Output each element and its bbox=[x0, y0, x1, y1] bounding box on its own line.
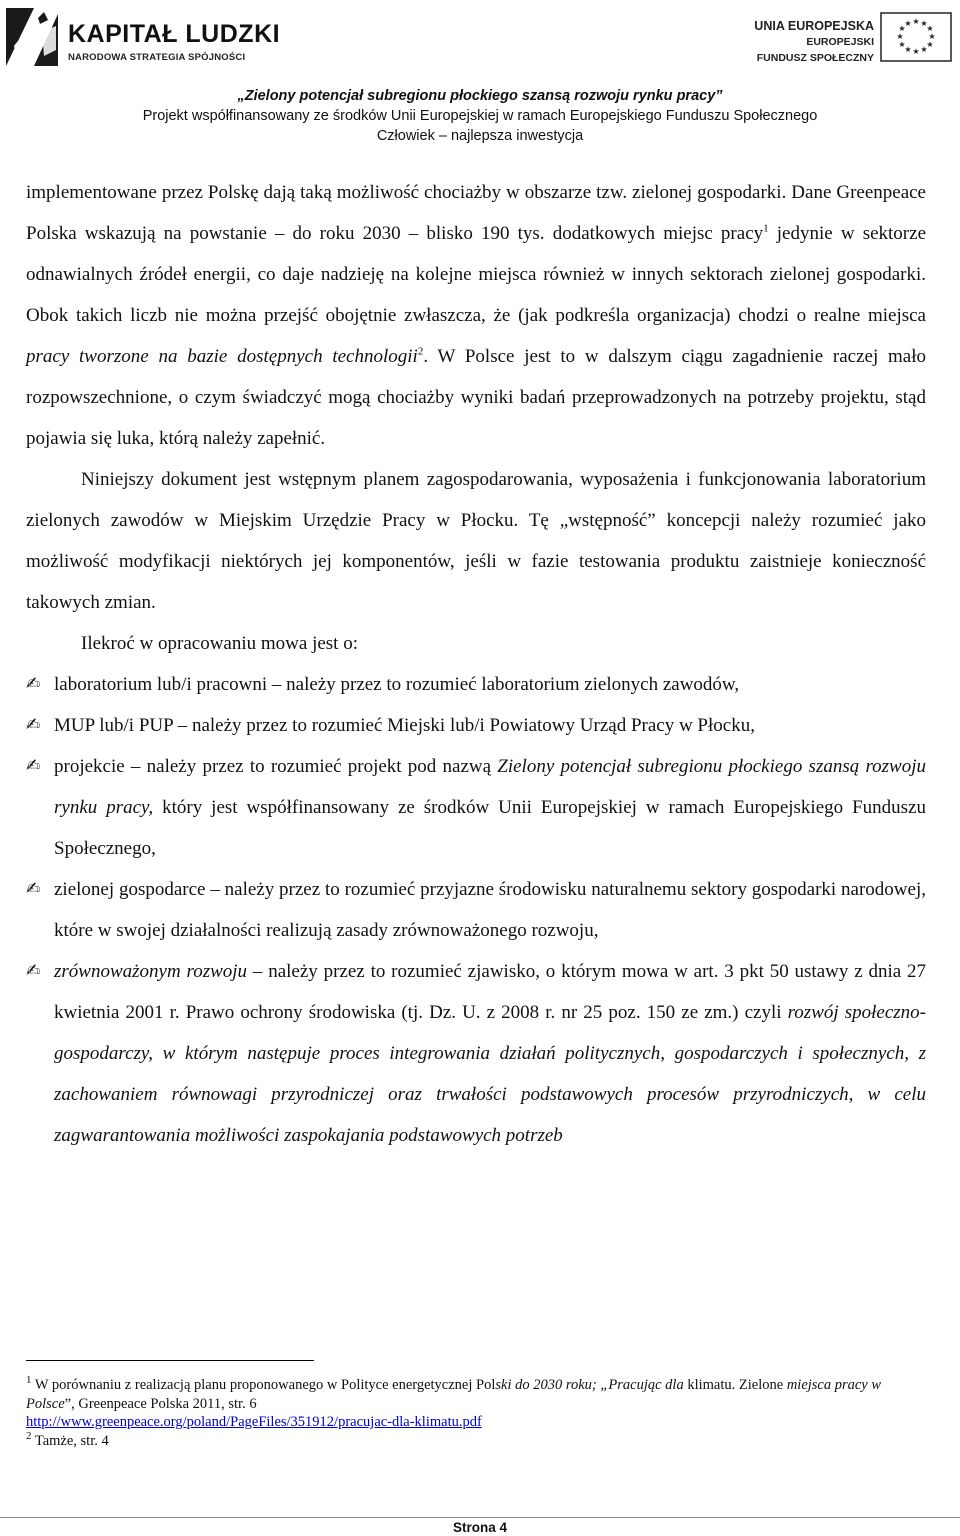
item-text: – należy przez to rozumieć zjawisko, o którym mowa w art. 3 pkt 50 ustawy z dnia 27 kwietnia 2001 r. Prawo ochrony środowiska (tj. Dz. U. z 2008 r. nr 25 poz. 150 ze zm.) czyli bbox=[54, 961, 926, 1023]
bullet-icon: ✍ bbox=[26, 961, 41, 981]
svg-text:★: ★ bbox=[904, 19, 912, 28]
eu-logo-line3: FUNDUSZ SPOŁECZNY bbox=[756, 52, 874, 64]
list-item bbox=[26, 705, 926, 746]
item-text: który jest współfinansowany ze środków Unii Europejskiej w ramach Europejskiego Funduszu Społecznego, bbox=[54, 797, 926, 859]
footnote-italic: ski do 2030 roku; „Pracując dla bbox=[495, 1377, 684, 1393]
bullet-icon: ✍ bbox=[26, 674, 41, 694]
svg-text:★: ★ bbox=[898, 40, 906, 49]
item-italic: rozwój społeczno-gospodarczy, w którym następuje proces integrowania działań politycznych, gospodarczych i społecznych, z zachowaniem równowagi przyrodniczej oraz trwałości podstawowych procesów przyrodniczych, w celu zagwarantowania możliwości zaspokajania podstawowych potrzeb bbox=[54, 1002, 926, 1146]
paragraph-1-italic: pracy tworzone na bazie dostępnych technologii bbox=[26, 346, 418, 367]
svg-text:★: ★ bbox=[898, 24, 906, 33]
eu-logo-line2: EUROPEJSKI bbox=[806, 36, 874, 48]
footnote-separator bbox=[26, 1360, 314, 1361]
svg-text:★: ★ bbox=[926, 40, 934, 49]
bullet-icon: ✍ bbox=[26, 715, 41, 735]
item-text: zielonej gospodarce – należy przez to rozumieć przyjazne środowisku naturalnemu sektory gospodarki narodowej, które w swojej działalności realizują zasady zrównoważonego rozwoju, bbox=[54, 879, 926, 941]
svg-text:★: ★ bbox=[920, 19, 928, 28]
logo-title: KAPITAŁ LUDZKI bbox=[68, 20, 281, 48]
footnote-text: ”, Greenpeace Polska 2011, str. 6 bbox=[64, 1395, 257, 1412]
document-body bbox=[26, 172, 926, 1156]
footnote-italic: miejsca pracy w Polsce bbox=[26, 1377, 882, 1412]
paragraph-1-text-c: . W Polsce jest to w dalszym ciągu zagadnienie raczej mało rozpowszechnione, o czym świadczyć mogą chociażby wyniki badań przeprowadzonych na potrzeby projektu, stąd pojawia się luka, którą należy zapełnić. bbox=[26, 346, 926, 449]
item-text: MUP lub/i PUP – należy przez to rozumieć Miejski lub/i Powiatowy Urząd Pracy w Płocku, bbox=[54, 715, 755, 736]
footnote-1 bbox=[26, 1376, 926, 1432]
item-text: laboratorium lub/i pracowni – należy przez to rozumieć laboratorium zielonych zawodów, bbox=[54, 674, 740, 695]
page-footer bbox=[0, 1517, 960, 1536]
paragraph-1 bbox=[26, 172, 926, 459]
footnote-link[interactable]: http://www.greenpeace.org/poland/PageFiles/351912/pracujac-dla-klimatu.pdf bbox=[26, 1414, 482, 1430]
eu-logo-line1: UNIA EUROPEJSKA bbox=[754, 19, 874, 33]
bullet-icon: ✍ bbox=[26, 756, 41, 776]
paragraph-1-text-a: implementowane przez Polskę dają taką możliwość chociażby w obszarze tzw. zielonej gospodarki. Dane Greenpeace Polska wskazują na powstanie – do roku 2030 – blisko 190 tys. dodatkowych miejsc pracy bbox=[26, 182, 926, 244]
paragraph-3: Ilekroć w opracowaniu mowa jest o: bbox=[81, 633, 358, 654]
bullet-icon: ✍ bbox=[26, 879, 41, 899]
svg-text:★: ★ bbox=[920, 45, 928, 54]
item-text: projekcie – należy przez to rozumieć projekt pod nazwą bbox=[54, 756, 498, 777]
logo-subtitle: NARODOWA STRATEGIA SPÓJNOŚCI bbox=[68, 52, 246, 63]
footer-rule bbox=[0, 1517, 960, 1518]
svg-text:★: ★ bbox=[896, 32, 904, 41]
kapital-ludzki-logo bbox=[4, 6, 281, 70]
list-item bbox=[26, 869, 926, 951]
list-item bbox=[26, 664, 926, 705]
item-italic: zrównoważonym rozwoju bbox=[54, 961, 248, 982]
footnote-number: 2 bbox=[26, 1429, 32, 1442]
footnote-number: 1 bbox=[26, 1374, 32, 1387]
footnote-text: klimatu. Zielone bbox=[683, 1377, 787, 1393]
footnote-2 bbox=[26, 1429, 926, 1451]
list-item bbox=[26, 746, 926, 869]
project-title: „Zielony potencjał subregionu płockiego szansą rozwoju rynku pracy” bbox=[237, 88, 723, 104]
footnotes bbox=[26, 1376, 926, 1450]
item-italic: Zielony potencjał subregionu płockiego szansą rozwoju rynku pracy, bbox=[54, 756, 926, 818]
project-motto: Człowiek – najlepsza inwestycja bbox=[376, 128, 584, 144]
svg-text:★: ★ bbox=[928, 32, 936, 41]
page-header bbox=[0, 0, 960, 160]
svg-text:★: ★ bbox=[912, 47, 920, 56]
svg-text:★: ★ bbox=[904, 45, 912, 54]
svg-text:★: ★ bbox=[912, 17, 920, 26]
eu-flag-icon bbox=[880, 12, 952, 62]
list-item bbox=[26, 951, 926, 1156]
kapital-ludzki-emblem-icon bbox=[4, 6, 62, 70]
project-info bbox=[0, 86, 960, 146]
footnote-text: Tamże, str. 4 bbox=[31, 1432, 109, 1449]
definitions-list bbox=[26, 664, 926, 1156]
page-number: Strona 4 bbox=[452, 1520, 507, 1535]
paragraph-2: Niniejszy dokument jest wstępnym planem zagospodarowania, wyposażenia i funkcjonowania laboratorium zielonych zawodów w Miejskim Urzędzie Pracy w Płocku. Tę „wstępność” koncepcji należy rozumieć jako możliwość modyfikacji niektórych jej komponentów, jeśli w fazie testowania produktu zaistnieje konieczność takowych zmian. bbox=[26, 469, 926, 613]
project-cofinancing: Projekt współfinansowany ze środków Unii Europejskiej w ramach Europejskiego Funduszu Społecznego bbox=[142, 108, 818, 124]
footnote-text: W porównaniu z realizacją planu proponowanego w Polityce energetycznej Pol bbox=[31, 1377, 496, 1393]
footnote-ref-1: 1 bbox=[763, 222, 769, 235]
svg-text:★: ★ bbox=[926, 24, 934, 33]
eu-logo bbox=[752, 12, 952, 72]
footnote-ref-2: 2 bbox=[417, 345, 424, 358]
paragraph-1-text-b: jedynie w sektorze odnawialnych źródeł energii, co daje nadzieję na kolejne miejsca również w innych sektorach zielonej gospodarki. Obok takich liczb nie można przejść obojętnie zwłaszcza, że (jak podkreśla organizacja) chodzi o realne miejsca bbox=[26, 223, 926, 326]
